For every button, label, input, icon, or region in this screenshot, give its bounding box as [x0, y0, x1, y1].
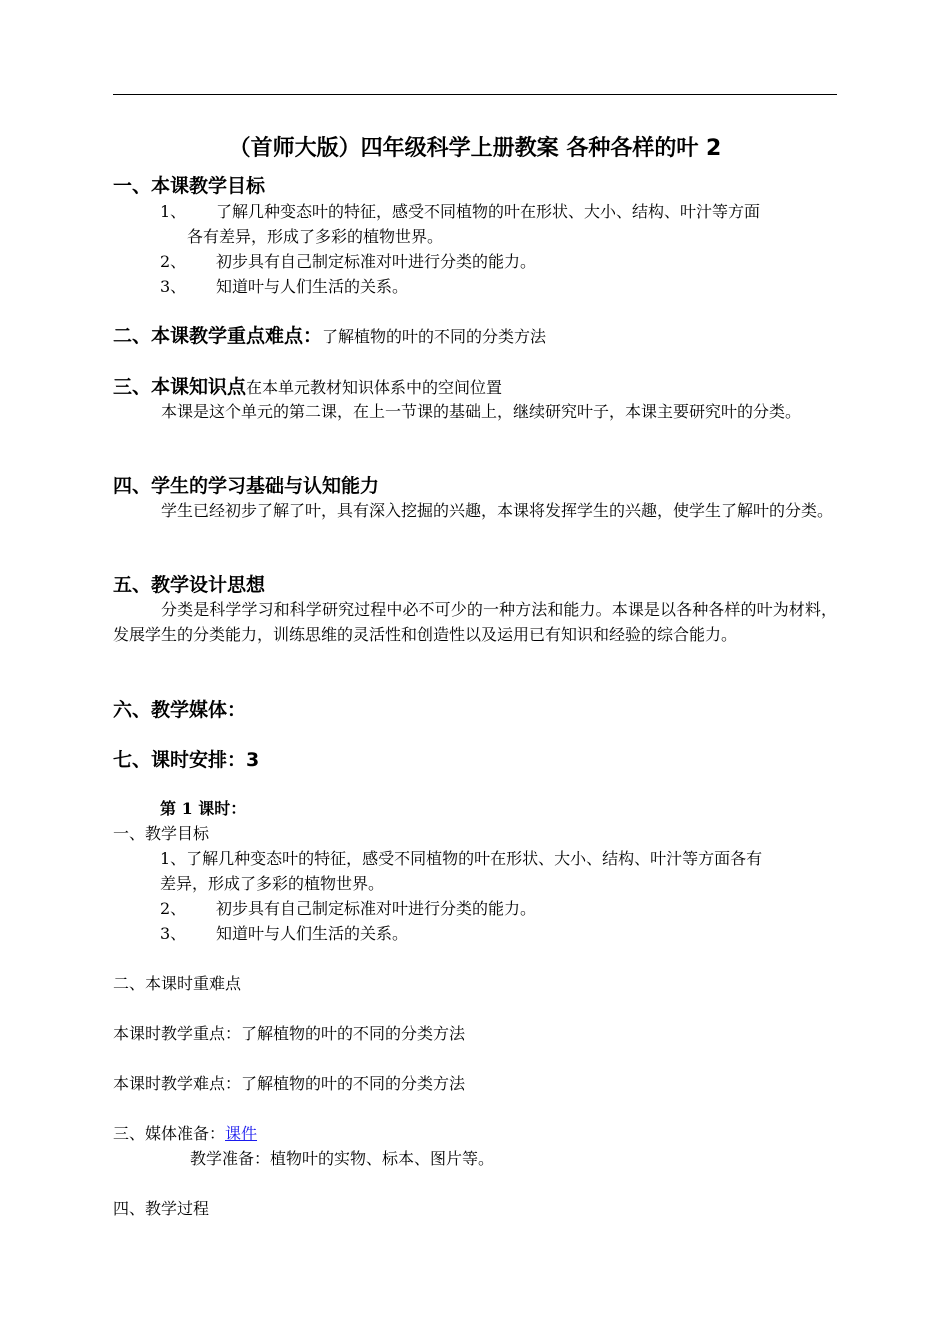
lesson-1-goal-heading: 一、教学目标: [113, 824, 210, 843]
courseware-link[interactable]: 课件: [225, 1124, 258, 1143]
section-3-body: 本课是这个单元的第二课，在上一节课的基础上，继续研究叶子，本课主要研究叶的分类。: [161, 402, 802, 421]
section-6-heading: 六、教学媒体：: [113, 699, 247, 721]
lesson-1-goal-2-text: 初步具有自己制定标准对叶进行分类的能力。: [216, 899, 537, 918]
section-5-heading: 五、教学设计思想: [113, 574, 266, 596]
s1-goal-3-text: 知道叶与人们生活的关系。: [216, 277, 409, 296]
lesson-1-goal-3-text: 知道叶与人们生活的关系。: [216, 924, 409, 943]
section-4-heading: 四、学生的学习基础与认知能力: [113, 475, 380, 497]
lesson-1-goal-3-num: 3、: [160, 924, 187, 943]
lesson-1-goal-1-line1: 1、了解几种变态叶的特征，感受不同植物的叶在形状、大小、结构、叶汁等方面各有: [160, 849, 763, 868]
document-title: （首师大版）四年级科学上册教案 各种各样的叶 2: [228, 136, 722, 161]
lesson-1-prep: 教学准备：植物叶的实物、标本、图片等。: [190, 1149, 495, 1168]
s1-goal-2-num: 2、: [160, 252, 187, 271]
section-2-text: 了解植物的叶的不同的分类方法: [322, 327, 547, 346]
lesson-1-goal-3: [160, 921, 408, 946]
s1-goal-3-num: 3、: [160, 277, 187, 296]
section-3: [113, 374, 502, 401]
s1-goal-3: [160, 274, 408, 299]
lesson-1-process-heading: 四、教学过程: [113, 1199, 210, 1218]
lesson-1-key-heading: 二、本课时重难点: [113, 974, 242, 993]
lesson-1-goal-2: [160, 896, 536, 921]
lesson-1-goal-2-num: 2、: [160, 899, 187, 918]
lesson-1-difficult-point: 本课时教学难点：了解植物的叶的不同的分类方法: [113, 1074, 466, 1093]
s1-goal-2: [160, 249, 536, 274]
lesson-1-goal-1-line2: 差异，形成了多彩的植物世界。: [160, 874, 385, 893]
lesson-1-media: [113, 1121, 257, 1146]
s1-goal-1-num: 1、: [160, 202, 187, 221]
s1-goal-1-line1: 了解几种变态叶的特征，感受不同植物的叶在形状、大小、结构、叶汁等方面: [216, 202, 761, 221]
section-7-heading: 七、课时安排：3: [113, 749, 260, 771]
s1-goal-1-line2: 各有差异，形成了多彩的植物世界。: [187, 227, 444, 246]
s1-goal-1: [160, 199, 760, 224]
section-3-heading: 三、本课知识点: [113, 376, 247, 398]
lesson-1-key-point: 本课时教学重点：了解植物的叶的不同的分类方法: [113, 1024, 466, 1043]
section-5-body: 分类是科学学习和科学研究过程中必不可少的一种方法和能力。本课是以各种各样的叶为材料，发展学生的分类能力，训练思维的灵活性和创造性以及运用已有知识和经验的综合能力。: [113, 600, 837, 644]
section-4-body: 学生已经初步了解了叶，具有深入挖掘的兴趣，本课将发挥学生的兴趣，使学生了解叶的分类。: [161, 501, 834, 520]
lesson-1-media-label: 三、媒体准备：: [113, 1124, 226, 1143]
section-2-heading: 二、本课教学重点难点：: [113, 325, 323, 347]
s1-goal-2-text: 初步具有自己制定标准对叶进行分类的能力。: [216, 252, 537, 271]
section-2: [113, 323, 546, 350]
section-1-heading: 一、本课教学目标: [113, 175, 266, 197]
section-3-inline: 在本单元教材知识体系中的空间位置: [246, 378, 503, 397]
lesson-1-title: 第 1 课时：: [160, 799, 247, 818]
header-rule: [113, 94, 837, 95]
